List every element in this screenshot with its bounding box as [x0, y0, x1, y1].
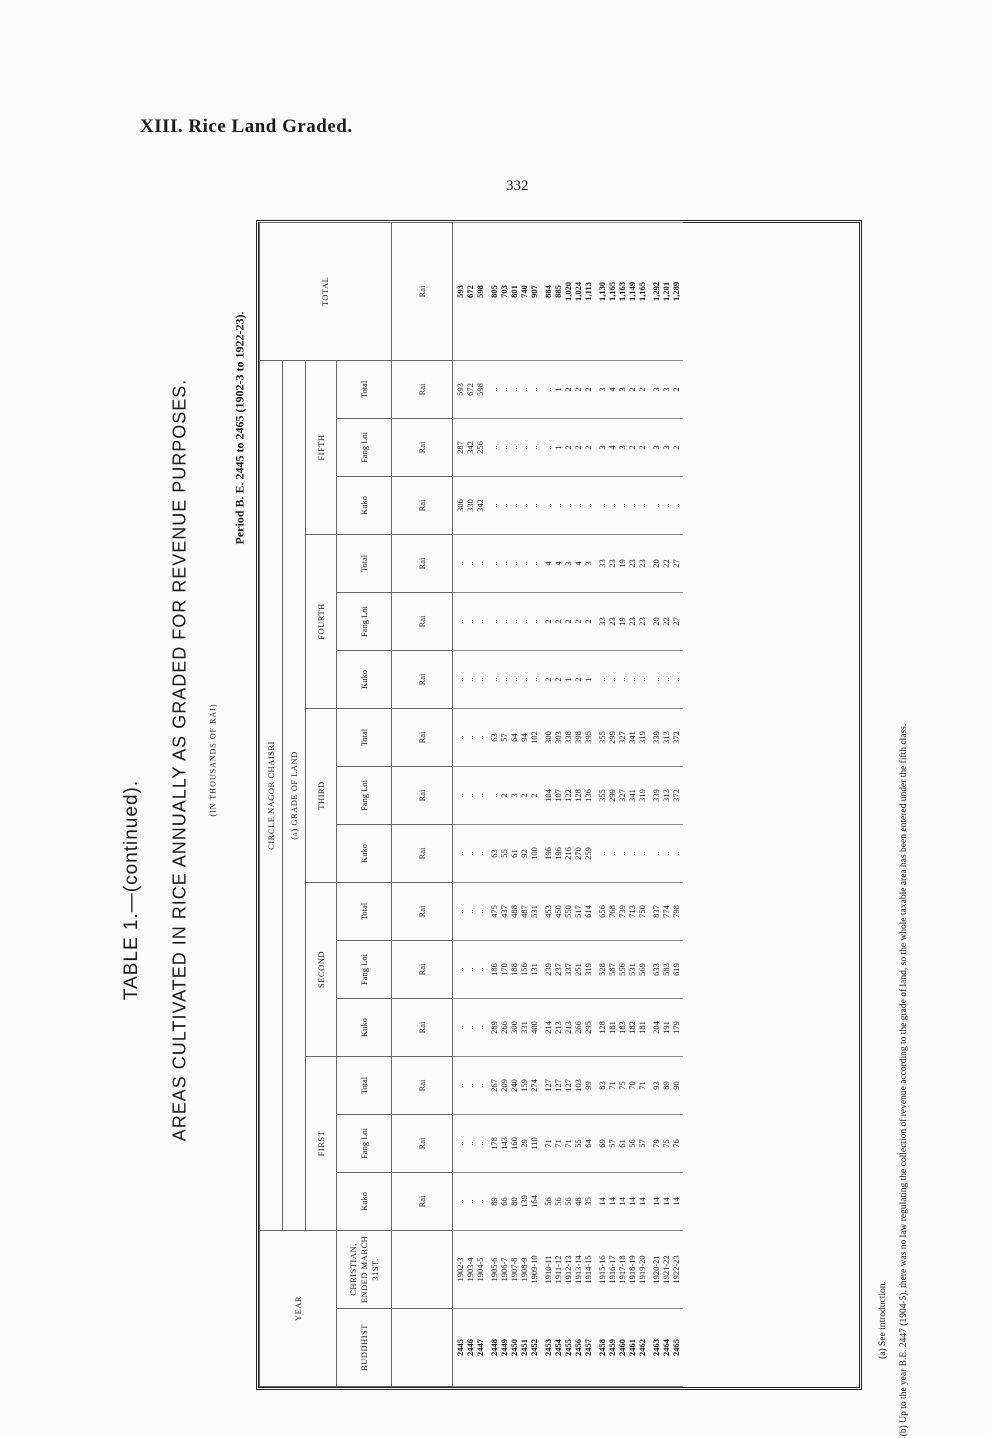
christian-year: 1914-15 [582, 1255, 593, 1284]
grade-fourth: FOURTH [306, 534, 337, 708]
christian-year: 1918-19 [626, 1255, 637, 1284]
first-grade-cell: 93 89 90 [649, 1056, 683, 1114]
buddhist-year: 2455 [562, 1339, 573, 1356]
buddhist-year: 2463 [650, 1339, 661, 1356]
fourth-grade-cell: 2 2 2 2 2 [541, 592, 595, 650]
buddhist-year: 2465 [670, 1339, 681, 1356]
units-note: (IN THOUSANDS OF RAI) [208, 703, 218, 817]
christian-years-cell [487, 1230, 541, 1308]
buddhist-year: 2458 [596, 1339, 607, 1356]
third-grade-cell: 355 299 327 341 319 [595, 708, 649, 766]
total-heading: TOTAL [260, 222, 392, 360]
third-grade-cell: .. 2 3 2 2 [487, 766, 541, 824]
fourth-grade-cell: 33 23 19 23 23 [595, 592, 649, 650]
table-frame [256, 220, 862, 1390]
unit-blank [392, 1230, 453, 1308]
grand-total-cell: 884 885 1,020 1,024 1,113 [541, 222, 595, 360]
first-grade-cell: 79 75 76 [649, 1114, 683, 1172]
christian-year: 1912-13 [562, 1255, 573, 1284]
buddhist-year: 2456 [572, 1339, 583, 1356]
fourth-grade-cell: 2 2 1 2 1 [541, 650, 595, 708]
footnote-a: (a) See introduction. [878, 1281, 888, 1359]
subcol-kuko: Kuko [337, 476, 392, 534]
subcol-fang-loi: Fang Loi [337, 766, 392, 824]
christian-years-cell [453, 1230, 487, 1308]
fifth-grade-cell: 306 330 342 [453, 476, 487, 534]
subcol-total: Total [337, 360, 392, 418]
christian-years-cell [541, 1230, 595, 1308]
grade-third: THIRD [306, 708, 337, 882]
second-grade-cell: 186 170 188 156 131 [487, 940, 541, 998]
unit-label: Rai [392, 418, 453, 476]
subcol-kuko: Kuko [337, 1172, 392, 1230]
buddhist-years-cell [453, 1309, 487, 1387]
christian-year: 1911-12 [552, 1255, 563, 1284]
buddhist-year: 2447 [474, 1339, 485, 1356]
christian-year: 1915-16 [596, 1255, 607, 1284]
fourth-grade-cell: .. .. .. .. .. [487, 592, 541, 650]
christian-year: 1922-23 [670, 1255, 681, 1284]
grand-total-cell: 593 672 598 [453, 222, 487, 360]
unit-label: Rai [392, 708, 453, 766]
christian-year: 1921-22 [660, 1255, 671, 1284]
christian-year: 1904-5 [474, 1257, 485, 1282]
second-grade-cell: .. .. .. [453, 998, 487, 1056]
first-grade-cell: .. .. .. [453, 1056, 487, 1114]
buddhist-year: 2461 [626, 1339, 637, 1356]
third-grade-cell: 355 299 327 341 319 [595, 766, 649, 824]
table-row-group [453, 222, 487, 1386]
third-grade-cell: .. .. .. [453, 824, 487, 882]
unit-label: Rai [392, 766, 453, 824]
fourth-grade-cell: .. .. .. [649, 650, 683, 708]
first-grade-cell: 69 57 61 56 57 [595, 1114, 649, 1172]
buddhist-year: 2451 [518, 1339, 529, 1356]
footnote-b: (b) Up to the year B.E. 2447 (1904-5), there was no law regulating the collection of revenue according to the grade of land, so the whole taxable area has been entered under the fifth class. [899, 723, 909, 1437]
grade-fifth: FIFTH [306, 360, 337, 534]
second-grade-cell: 128 181 183 182 181 [595, 998, 649, 1056]
unit-label: Rai [392, 360, 453, 418]
third-grade-cell: .. .. .. [649, 824, 683, 882]
subcol-total: Total [337, 534, 392, 592]
christian-year: 1916-17 [606, 1255, 617, 1284]
buddhist-year: 2449 [498, 1339, 509, 1356]
christian-year: 1913-14 [572, 1255, 583, 1284]
table-row-group [487, 222, 541, 1386]
fifth-grade-cell: .. .. .. [649, 476, 683, 534]
rice-land-table [259, 222, 683, 1387]
third-grade-cell: 104 107 122 128 136 [541, 766, 595, 824]
fifth-grade-cell: 287 342 256 [453, 418, 487, 476]
page-number: 332 [506, 178, 529, 194]
fourth-grade-cell: .. .. .. .. .. [487, 534, 541, 592]
fifth-grade-cell: .. .. .. .. .. [487, 360, 541, 418]
third-grade-cell: 196 196 216 270 259 [541, 824, 595, 882]
rotated-table [259, 223, 859, 1387]
buddhist-year: 2450 [508, 1339, 519, 1356]
table-row-group [595, 222, 649, 1386]
first-grade-cell: 56 56 56 48 35 [541, 1172, 595, 1230]
unit-label: Rai [392, 824, 453, 882]
buddhist-year: 2445 [454, 1339, 465, 1356]
first-grade-cell: 178 143 160 29 110 [487, 1114, 541, 1172]
christian-year: 1919-20 [636, 1255, 647, 1284]
period-line: Period B. E. 2445 to 2465 (1902-3 to 1922-23). [232, 311, 247, 545]
year-heading: YEAR [260, 1230, 337, 1386]
christian-year: 1902-3 [454, 1257, 465, 1282]
grade-second: SECOND [306, 882, 337, 1056]
second-grade-cell: .. .. .. [453, 882, 487, 940]
fifth-grade-cell: 3 4 3 2 2 [595, 360, 649, 418]
table-row-group [649, 222, 683, 1386]
subcol-kuko: Kuko [337, 824, 392, 882]
second-grade-cell: 289 266 300 331 400 [487, 998, 541, 1056]
first-grade-cell: 267 209 240 159 274 [487, 1056, 541, 1114]
fourth-grade-cell: .. .. .. .. .. [487, 650, 541, 708]
third-grade-cell: .. .. .. [453, 708, 487, 766]
fifth-grade-cell: .. .. .. .. .. [487, 476, 541, 534]
fourth-grade-cell: .. .. .. [453, 650, 487, 708]
fourth-grade-cell: .. .. .. [453, 534, 487, 592]
unit-label: Rai [392, 650, 453, 708]
fifth-grade-cell: 3 3 2 [649, 418, 683, 476]
unit-label: Rai [392, 534, 453, 592]
unit-label: Rai [392, 476, 453, 534]
second-grade-cell: 239 237 337 251 319 [541, 940, 595, 998]
christian-heading: CHRISTIAN, ENDED MARCH 31ST. [337, 1230, 392, 1308]
third-grade-cell: .. .. .. .. .. [595, 824, 649, 882]
christian-year: 1909-10 [528, 1255, 539, 1284]
fourth-grade-cell: 4 4 3 4 3 [541, 534, 595, 592]
first-grade-cell: 127 127 127 103 99 [541, 1056, 595, 1114]
buddhist-year: 2464 [660, 1339, 671, 1356]
fourth-grade-cell: .. .. .. .. .. [595, 650, 649, 708]
fourth-grade-cell: .. .. .. [453, 592, 487, 650]
third-grade-cell: .. .. .. [453, 766, 487, 824]
third-grade-cell: 300 303 338 398 395 [541, 708, 595, 766]
buddhist-year: 2459 [606, 1339, 617, 1356]
buddhist-years-cell [649, 1309, 683, 1387]
subcol-kuko: Kuko [337, 998, 392, 1056]
buddhist-year: 2460 [616, 1339, 627, 1356]
second-grade-cell: 837 774 798 [649, 882, 683, 940]
fifth-grade-cell: .. .. .. .. .. [487, 418, 541, 476]
fourth-grade-cell: 20 22 27 [649, 592, 683, 650]
buddhist-year: 2454 [552, 1339, 563, 1356]
buddhist-year: 2452 [528, 1339, 539, 1356]
fifth-grade-cell: .. 1 2 2 2 [541, 360, 595, 418]
unit-label: Rai [392, 940, 453, 998]
unit-label: Rai [392, 1172, 453, 1230]
unit-blank [392, 1309, 453, 1387]
third-grade-cell: 339 313 372 [649, 766, 683, 824]
buddhist-heading: BUDDHIST [337, 1309, 392, 1387]
grade-first: FIRST [306, 1056, 337, 1230]
christian-year: 1907-8 [508, 1257, 519, 1282]
christian-year: 1903-4 [464, 1257, 475, 1282]
subcol-kuko: Kuko [337, 650, 392, 708]
fourth-grade-cell: 20 22 27 [649, 534, 683, 592]
subcol-fang-loi: Fang Loi [337, 1114, 392, 1172]
christian-years-cell [649, 1230, 683, 1308]
table-subtitle: AREAS CULTIVATED IN RICE ANNUALLY AS GRADED FOR REVENUE PURPOSES. [169, 378, 190, 1142]
buddhist-years-cell [595, 1309, 649, 1387]
subcol-fang-loi: Fang Loi [337, 592, 392, 650]
third-grade-cell: 339 313 372 [649, 708, 683, 766]
grand-total-cell: 1,292 1,201 1,289 [649, 222, 683, 360]
table-body [453, 222, 683, 1386]
subcol-fang-loi: Fang Loi [337, 940, 392, 998]
buddhist-year: 2448 [488, 1339, 499, 1356]
fifth-grade-cell: .. 1 2 2 2 [541, 418, 595, 476]
unit-label: Rai [392, 998, 453, 1056]
grand-total-cell: 805 703 801 740 907 [487, 222, 541, 360]
christian-year: 1910-11 [542, 1255, 553, 1284]
christian-year: 1908-9 [518, 1257, 529, 1282]
christian-year: 1906-7 [498, 1257, 509, 1282]
christian-years-cell [595, 1230, 649, 1308]
grand-total-cell: 1,130 1,165 1,163 1,149 1,165 [595, 222, 649, 360]
table-row-group [541, 222, 595, 1386]
third-grade-cell: 63 55 61 92 100 [487, 824, 541, 882]
unit-label: Rai [392, 1114, 453, 1172]
unit-label: Rai [392, 592, 453, 650]
section-heading: XIII. Rice Land Graded. [140, 116, 353, 137]
fifth-grade-cell: .. .. .. .. .. [595, 476, 649, 534]
subcol-total: Total [337, 708, 392, 766]
subcol-fang-loi: Fang Loi [337, 418, 392, 476]
christian-year: 1920-21 [650, 1255, 661, 1284]
subcol-total: Total [337, 1056, 392, 1114]
second-grade-cell: 633 583 619 [649, 940, 683, 998]
second-grade-cell: 204 191 179 [649, 998, 683, 1056]
first-grade-cell: .. .. .. [453, 1114, 487, 1172]
fourth-grade-cell: 33 23 19 23 23 [595, 534, 649, 592]
circle-heading: CIRCLE NAGOR CHAISRI [260, 360, 283, 1230]
first-grade-cell: 89 66 80 139 164 [487, 1172, 541, 1230]
fifth-grade-cell: 3 3 2 [649, 360, 683, 418]
christian-year: 1917-18 [616, 1255, 627, 1284]
second-grade-cell: .. .. .. [453, 940, 487, 998]
buddhist-years-cell [487, 1309, 541, 1387]
fifth-grade-cell: 3 4 3 2 2 [595, 418, 649, 476]
second-grade-cell: 475 437 488 487 531 [487, 882, 541, 940]
third-grade-cell: 63 57 64 94 102 [487, 708, 541, 766]
buddhist-years-cell [541, 1309, 595, 1387]
christian-year: 1905-6 [488, 1257, 499, 1282]
table-title: TABLE 1.—(continued). [121, 779, 142, 1001]
buddhist-year: 2453 [542, 1339, 553, 1356]
buddhist-year: 2446 [464, 1339, 475, 1356]
first-grade-cell: 71 71 71 55 64 [541, 1114, 595, 1172]
first-grade-cell: 14 14 14 [649, 1172, 683, 1230]
buddhist-year: 2462 [636, 1339, 647, 1356]
unit-label: Rai [392, 222, 453, 360]
fifth-grade-cell: 593 672 598 [453, 360, 487, 418]
second-grade-cell: 656 768 739 713 750 [595, 882, 649, 940]
first-grade-cell: 83 71 75 70 71 [595, 1056, 649, 1114]
second-grade-cell: 528 587 556 531 569 [595, 940, 649, 998]
second-grade-cell: 214 213 213 266 295 [541, 998, 595, 1056]
grade-heading: (a) GRADE OF LAND [283, 360, 306, 1230]
second-grade-cell: 453 450 550 517 614 [541, 882, 595, 940]
first-grade-cell: .. .. .. [453, 1172, 487, 1230]
buddhist-year: 2457 [582, 1339, 593, 1356]
fifth-grade-cell: .. .. .. .. .. [541, 476, 595, 534]
first-grade-cell: 14 14 14 14 14 [595, 1172, 649, 1230]
subcol-total: Total [337, 882, 392, 940]
unit-label: Rai [392, 1056, 453, 1114]
unit-label: Rai [392, 882, 453, 940]
